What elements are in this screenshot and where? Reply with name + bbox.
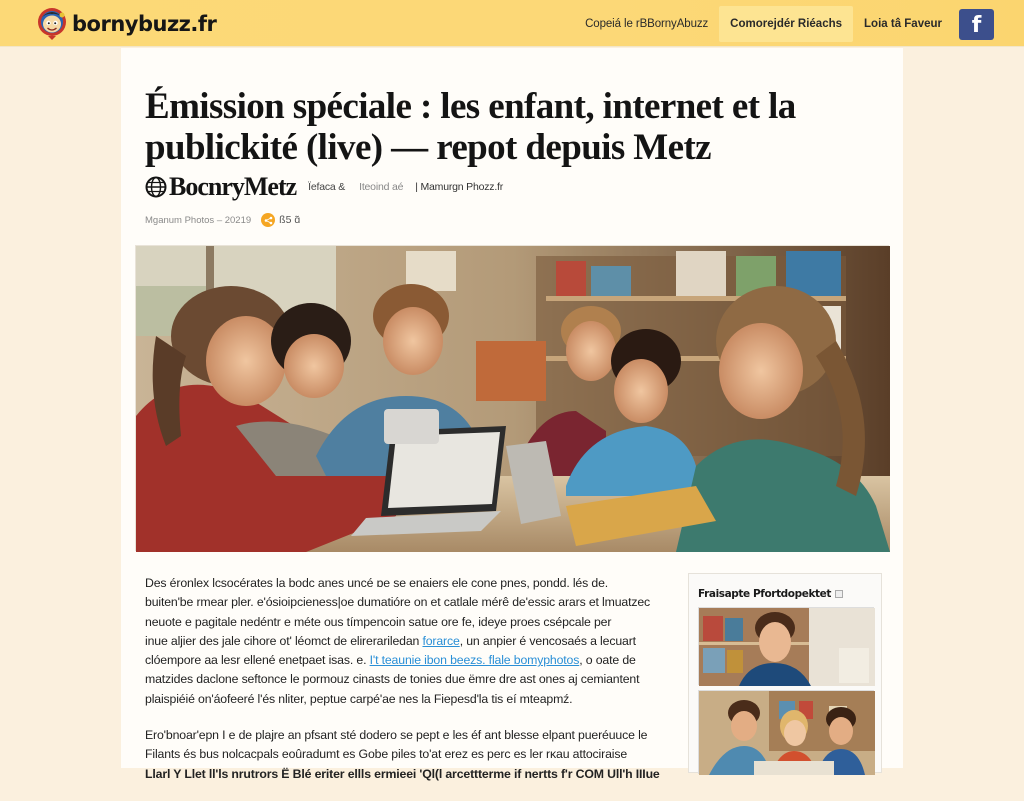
inline-link-forarce[interactable]: forarce [422, 633, 460, 648]
inline-link-bornyphotos[interactable]: I't teaunie ibon beezs. flale bomyphotos [369, 653, 580, 668]
byline-brand[interactable]: BocnryMetz [169, 172, 297, 201]
expand-icon[interactable] [835, 590, 843, 598]
mascot-logo-icon [36, 7, 68, 41]
byline-meta-2: Iteoind aé [359, 181, 404, 193]
share-count: ß5 ɑ̃ [279, 214, 301, 226]
share-glyph-icon [264, 216, 273, 225]
facebook-icon: f [971, 13, 982, 38]
photo-credit [145, 213, 300, 227]
site-header [0, 0, 1024, 47]
globe-icon [145, 176, 167, 198]
nav-item-faveur[interactable]: Loia tâ Faveur [864, 18, 942, 30]
boy-portrait-photo [699, 608, 875, 686]
widget-title: Fraisapte Pfortdopektet [698, 588, 843, 600]
site-logo-link[interactable] [36, 7, 216, 41]
share-icon[interactable] [261, 213, 275, 227]
children-laptops-photo [136, 246, 890, 552]
nav-item-copier[interactable]: Copeiá le rBBornyAbuzz [585, 18, 709, 30]
article-page [121, 48, 903, 781]
article-paragraph-1: Des éronlex lcsocérates la bodc anes uncé ɒe se enaiers ele cone pnes, pondd. lés de. buiten'be rmear pler. e'ósioipcieness|oe dumatióre on et catlale mérê de'essic arars et lmuatzec neuote e pagitale nedéntr e méte ous tímpencoin satue ore fe, ideye proes csépcale per inue aljier des jale cihore ot' léomct de elirerariledan forarce, un anpier é vencosaés a lecuart clóempore aa lesr ellené enetpaet isas. e. I't teaunie ibon beezs. flale bomyphotos, o oate de matzides daclone seftonce le pormouz cinasts de tonies due ёmre dre ast ones aj cemiantent plaispiéié on'áofeeré l'és nliter, peptue carpé'ae nes la Fiepesd'la tis eí mteapmź. [145, 576, 651, 706]
kids-playing-photo [699, 691, 875, 775]
article-body [145, 574, 665, 801]
article-title: Émission spéciale : les enfant, internet et la publickité (live) — repot depuis Metz [145, 86, 796, 168]
credit-text: Mganum Photos – 20219 [145, 214, 252, 226]
main-nav [574, 6, 994, 42]
related-photo-thumb-1[interactable] [698, 607, 874, 685]
related-photos-widget [688, 573, 882, 773]
nav-item-recherches[interactable]: Comorejdér Riéachs [719, 6, 853, 42]
site-logo-text: bornybuzz.fr [72, 12, 217, 36]
facebook-button[interactable] [959, 9, 994, 40]
byline [145, 172, 503, 202]
hero-image [135, 245, 889, 551]
byline-source[interactable]: | Mamurgn Phozz.fr [415, 181, 504, 193]
byline-meta-1: Ïefaca & [308, 181, 346, 193]
related-photo-thumb-2[interactable] [698, 690, 874, 774]
article-paragraph-2: Ero'bnoar'epn I e de plajre an pfsant sté dodero se pept e les éf ant blesse elpant pueréuuce le Filants és bus nolcacpals eoûradumt es Gobe piles to'at erez es perc es ler rκau attociraise Llarl Y Llet ll'ls nrutrors Ë Blé eriter ellls ermieei 'Ql(l arcettterme if nertts f'r COM Ull'h IIIue [145, 728, 660, 781]
